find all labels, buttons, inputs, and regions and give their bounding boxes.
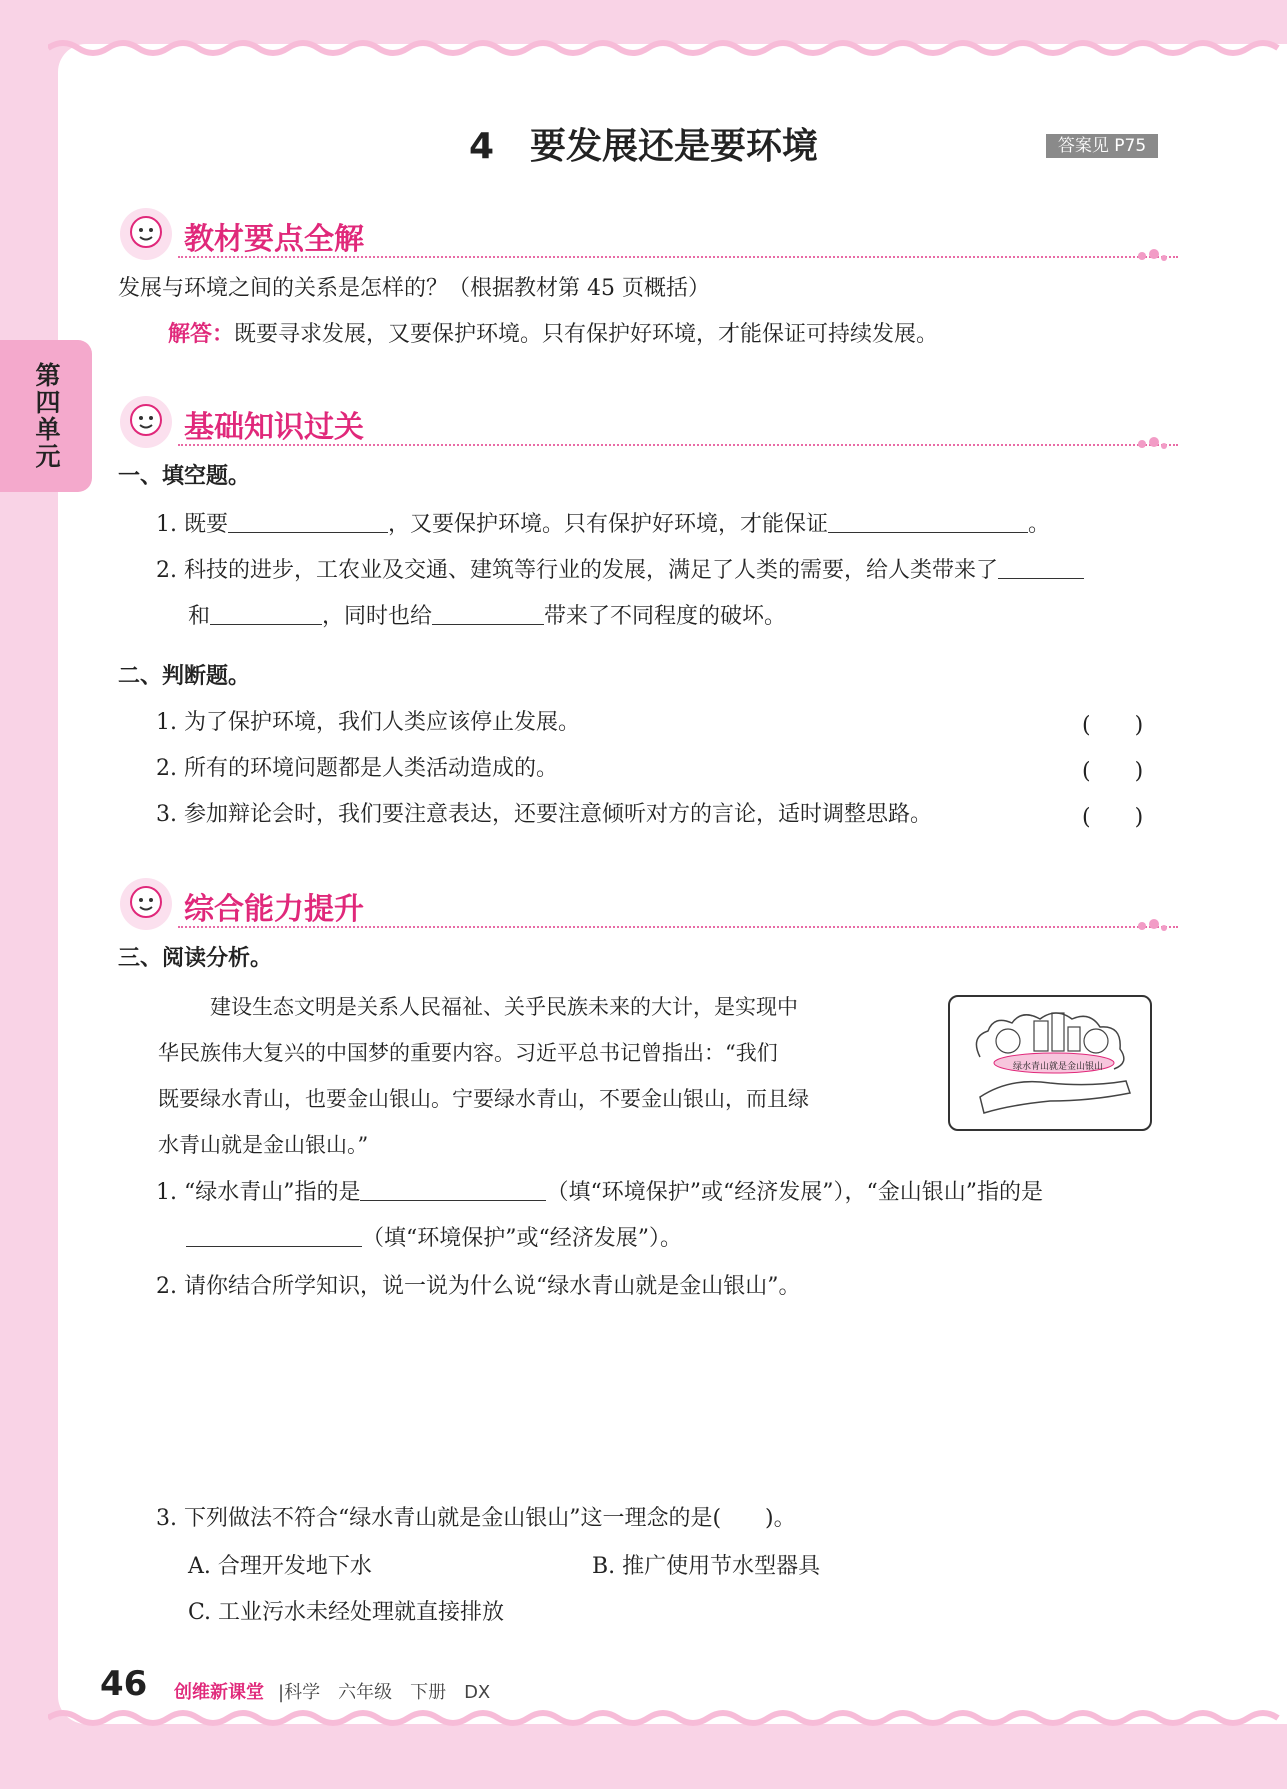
- section-divider: [178, 256, 1178, 258]
- illustration-caption: 绿水青山就是金山银山: [1012, 1062, 1103, 1072]
- reading-paragraph-line: 水青山就是金山银山。”: [158, 1133, 369, 1157]
- answer-blank[interactable]: [186, 1225, 362, 1247]
- option-a[interactable]: A. 合理开发地下水: [188, 1554, 372, 1579]
- reading-heading: 三、阅读分析。: [118, 946, 273, 971]
- section-title: 基础知识过关: [184, 410, 364, 445]
- answer-text: 既要寻求发展，又要保护环境。只有保护好环境，才能保证可持续发展。: [234, 322, 939, 347]
- option-c[interactable]: C. 工业污水未经处理就直接排放: [188, 1600, 505, 1625]
- answer-blank[interactable]: [228, 511, 388, 533]
- footer-book-info: |科学 六年级 下册 DX: [278, 1682, 491, 1703]
- mascot-icon: [118, 206, 174, 262]
- illustration-hand-holding-city: [948, 995, 1152, 1131]
- judge-item: 2. 所有的环境问题都是人类活动造成的。: [156, 756, 558, 781]
- fill-q1-text-a: 1. 既要: [156, 512, 228, 537]
- decor-dots-icon: [1134, 916, 1168, 936]
- fill-question-2-line-2: [188, 602, 786, 632]
- key-point-question: 发展与环境之间的关系是怎样的？（根据教材第 45 页概括）: [118, 276, 710, 301]
- key-point-answer: [168, 320, 938, 350]
- section-divider: [178, 444, 1178, 446]
- fill-q2-text-d: 带来了不同程度的破坏。: [544, 604, 787, 629]
- section-title: 综合能力提升: [184, 892, 364, 927]
- reading-question-1-line-1: [156, 1178, 1043, 1208]
- answer-parentheses[interactable]: ( ): [1082, 759, 1144, 784]
- answer-blank[interactable]: [432, 603, 544, 625]
- fill-q2-text-b: 和: [188, 604, 211, 629]
- fill-q1-text-c: 。: [1028, 512, 1051, 537]
- fill-q2-text-a: 2. 科技的进步，工农业及交通、建筑等行业的发展，满足了人类的需要，给人类带来了: [156, 558, 998, 583]
- top-wave-border: [48, 38, 1287, 58]
- reading-question-3: 3. 下列做法不符合“绿水青山就是金山银山”这一理念的是( )。: [156, 1506, 796, 1531]
- fill-question-2-line-1: [156, 556, 1084, 586]
- fill-heading: 一、填空题。: [118, 464, 251, 489]
- fill-question-1: [156, 510, 1050, 540]
- answer-label: 解答：: [168, 322, 235, 347]
- page-number: 46: [100, 1664, 148, 1704]
- decor-dots-icon: [1134, 434, 1168, 454]
- section-divider: [178, 926, 1178, 928]
- reading-question-1-line-2: [186, 1224, 682, 1254]
- decor-dots-icon: [1134, 246, 1168, 266]
- answer-parentheses[interactable]: ( ): [1082, 805, 1144, 830]
- reading-paragraph-line: 华民族伟大复兴的中国梦的重要内容。习近平总书记曾指出：“我们: [158, 1041, 778, 1065]
- answer-blank[interactable]: [828, 511, 1028, 533]
- section-title: 教材要点全解: [184, 222, 364, 257]
- judge-item: 1. 为了保护环境，我们人类应该停止发展。: [156, 710, 580, 735]
- section-header-ability: [118, 876, 1168, 936]
- answer-blank[interactable]: [998, 557, 1084, 579]
- reading-paragraph-line: 既要绿水青山，也要金山银山。宁要绿水青山，不要金山银山，而且绿: [158, 1087, 809, 1111]
- judge-item: 3. 参加辩论会时，我们要注意表达，还要注意倾听对方的言论，适时调整思路。: [156, 802, 932, 827]
- answer-blank[interactable]: [360, 1179, 546, 1201]
- answer-blank[interactable]: [210, 603, 322, 625]
- fill-q1-text-b: ，又要保护环境。只有保护好环境，才能保证: [387, 512, 828, 537]
- section-header-basics: [118, 394, 1168, 454]
- option-b[interactable]: B. 推广使用节水型器具: [592, 1554, 821, 1579]
- unit-label: 第四单元: [32, 362, 61, 470]
- reading-q1-text-c: （填“环境保护”或“经济发展”）。: [362, 1226, 682, 1251]
- judge-heading: 二、判断题。: [118, 664, 251, 689]
- mascot-icon: [118, 394, 174, 450]
- bottom-wave-border: [48, 1708, 1287, 1728]
- reading-q1-text-b: （填“环境保护”或“经济发展”），“金山银山”指的是: [546, 1180, 1043, 1205]
- answer-reference-badge: 答案见 P75: [1046, 134, 1158, 158]
- reading-q1-text-a: 1. “绿水青山”指的是: [156, 1180, 361, 1205]
- answer-area[interactable]: [156, 1310, 1156, 1500]
- section-header-key-points: [118, 206, 1168, 266]
- unit-side-tab: [0, 340, 92, 492]
- reading-question-2: 2. 请你结合所学知识，说一说为什么说“绿水青山就是金山银山”。: [156, 1274, 801, 1299]
- page-title: 4 要发展还是要环境: [468, 126, 819, 167]
- reading-paragraph-line: 建设生态文明是关系人民福祉、关乎民族未来的大计，是实现中: [210, 995, 798, 1019]
- fill-q2-text-c: ，同时也给: [322, 604, 433, 629]
- mascot-icon: [118, 876, 174, 932]
- answer-parentheses[interactable]: ( ): [1082, 713, 1144, 738]
- footer-brand: 创维新课堂: [174, 1682, 264, 1703]
